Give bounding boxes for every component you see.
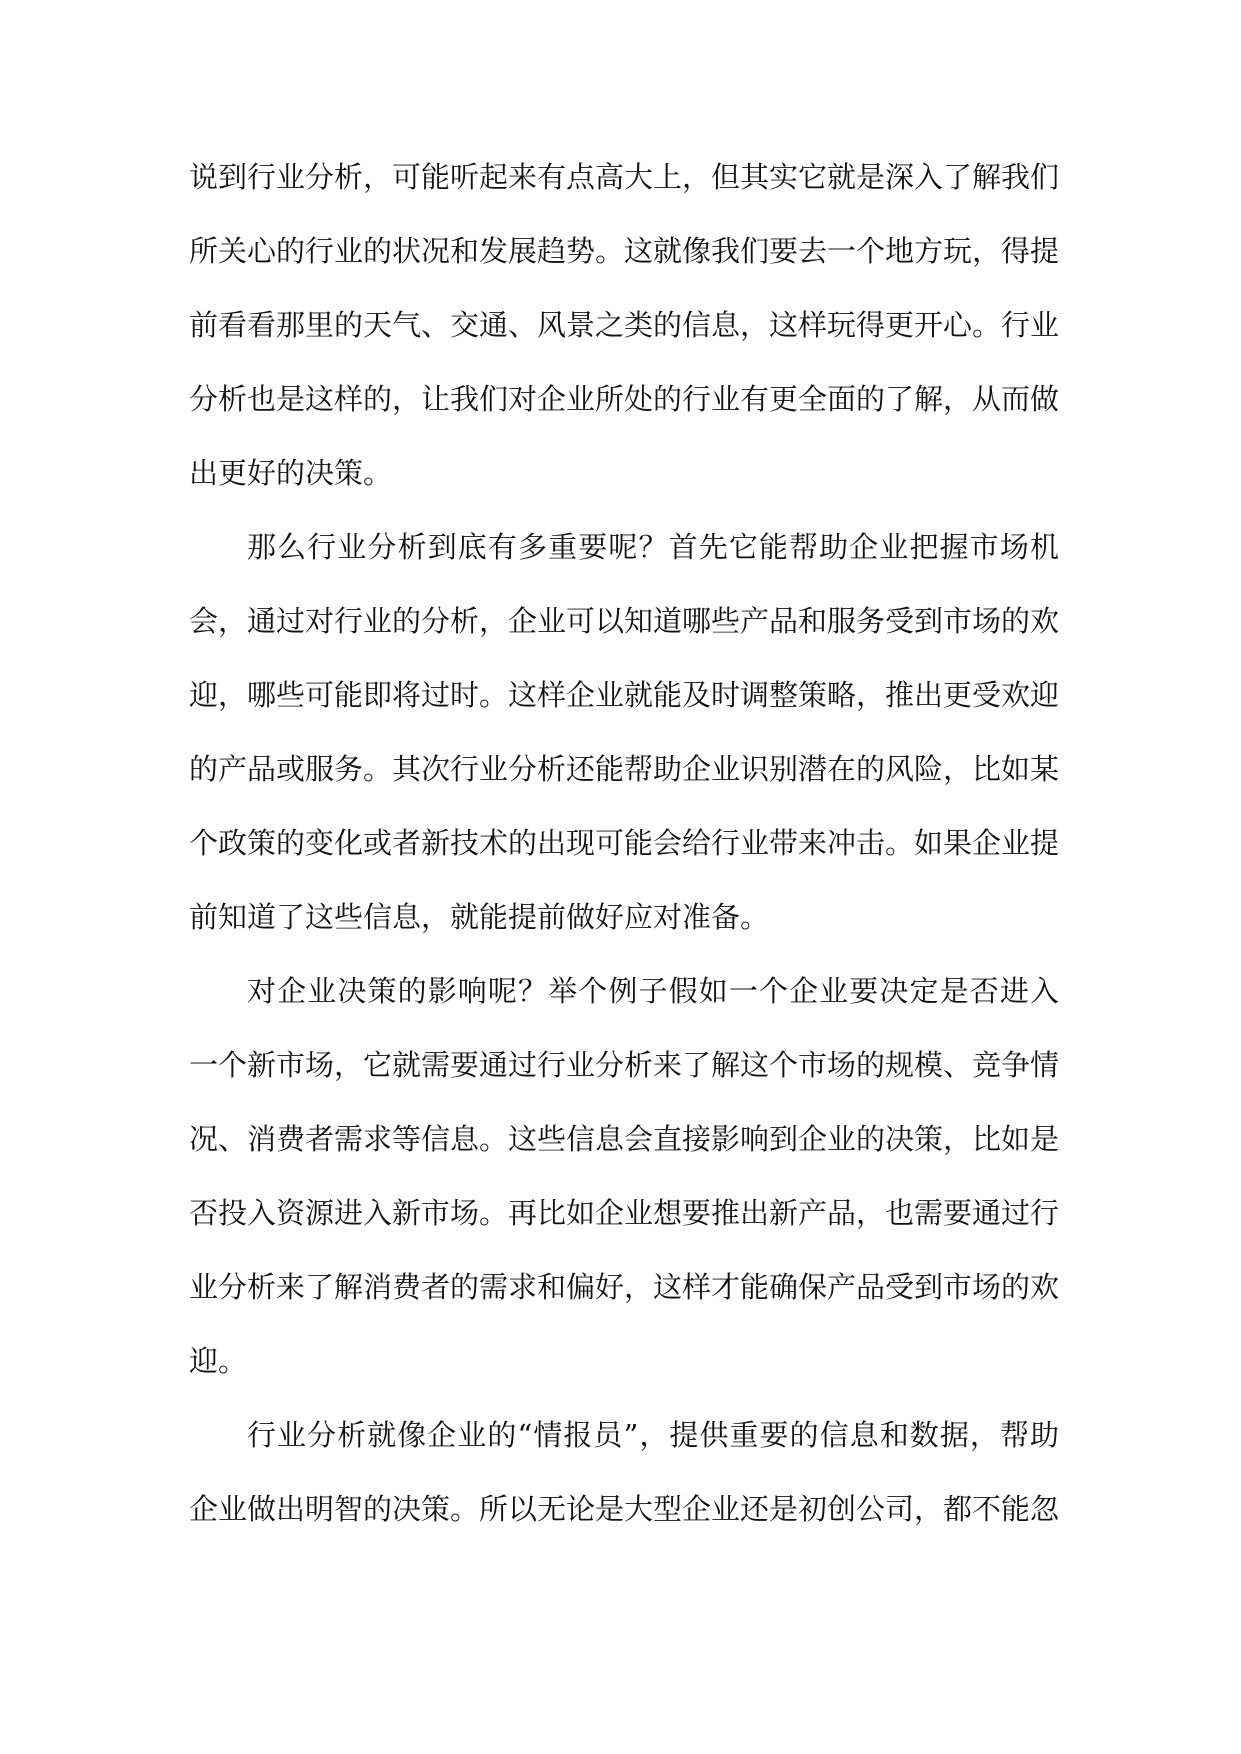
- text-line: 前看看那里的天气、交通、风景之类的信息，这样玩得更开心。行业: [189, 308, 1060, 342]
- paragraph-3: [189, 954, 1059, 1398]
- text-line: 况、消费者需求等信息。这些信息会直接影响到企业的决策，比如是: [189, 1122, 1060, 1156]
- text-line: 迎，哪些可能即将过时。这样企业就能及时调整策略，推出更受欢迎: [189, 678, 1060, 712]
- text-line: 一个新市场，它就需要通过行业分析来了解这个市场的规模、竞争情: [189, 1048, 1060, 1082]
- text-line: 企业做出明智的决策。所以无论是大型企业还是初创公司，都不能忽: [189, 1492, 1060, 1526]
- text-line: 否投入资源进入新市场。再比如企业想要推出新产品，也需要通过行: [189, 1196, 1060, 1230]
- text-line: 说到行业分析，可能听起来有点高大上，但其实它就是深入了解我们: [189, 160, 1060, 194]
- document-body: [189, 140, 1059, 1546]
- text-line: 的产品或服务。其次行业分析还能帮助企业识别潜在的风险，比如某: [189, 752, 1060, 786]
- text-line: 分析也是这样的，让我们对企业所处的行业有更全面的了解，从而做: [189, 382, 1060, 416]
- text-line: 迎。: [189, 1344, 248, 1378]
- text-line: 出更好的决策。: [189, 456, 393, 490]
- paragraph-1: [189, 140, 1059, 510]
- text-line: 业分析来了解消费者的需求和偏好，这样才能确保产品受到市场的欢: [189, 1270, 1060, 1304]
- text-line: 个政策的变化或者新技术的出现可能会给行业带来冲击。如果企业提: [189, 826, 1060, 860]
- text-line: 前知道了这些信息，就能提前做好应对准备。: [189, 900, 770, 934]
- paragraph-2: [189, 510, 1059, 954]
- text-line: 会，通过对行业的分析，企业可以知道哪些产品和服务受到市场的欢: [189, 604, 1060, 638]
- text-line: 行业分析就像企业的“情报员”，提供重要的信息和数据，帮助: [247, 1418, 1059, 1452]
- text-line: 对企业决策的影响呢？举个例子假如一个企业要决定是否进入: [247, 974, 1059, 1008]
- paragraph-4: [189, 1398, 1059, 1546]
- text-line: 那么行业分析到底有多重要呢？首先它能帮助企业把握市场机: [247, 530, 1059, 564]
- text-line: 所关心的行业的状况和发展趋势。这就像我们要去一个地方玩，得提: [189, 234, 1060, 268]
